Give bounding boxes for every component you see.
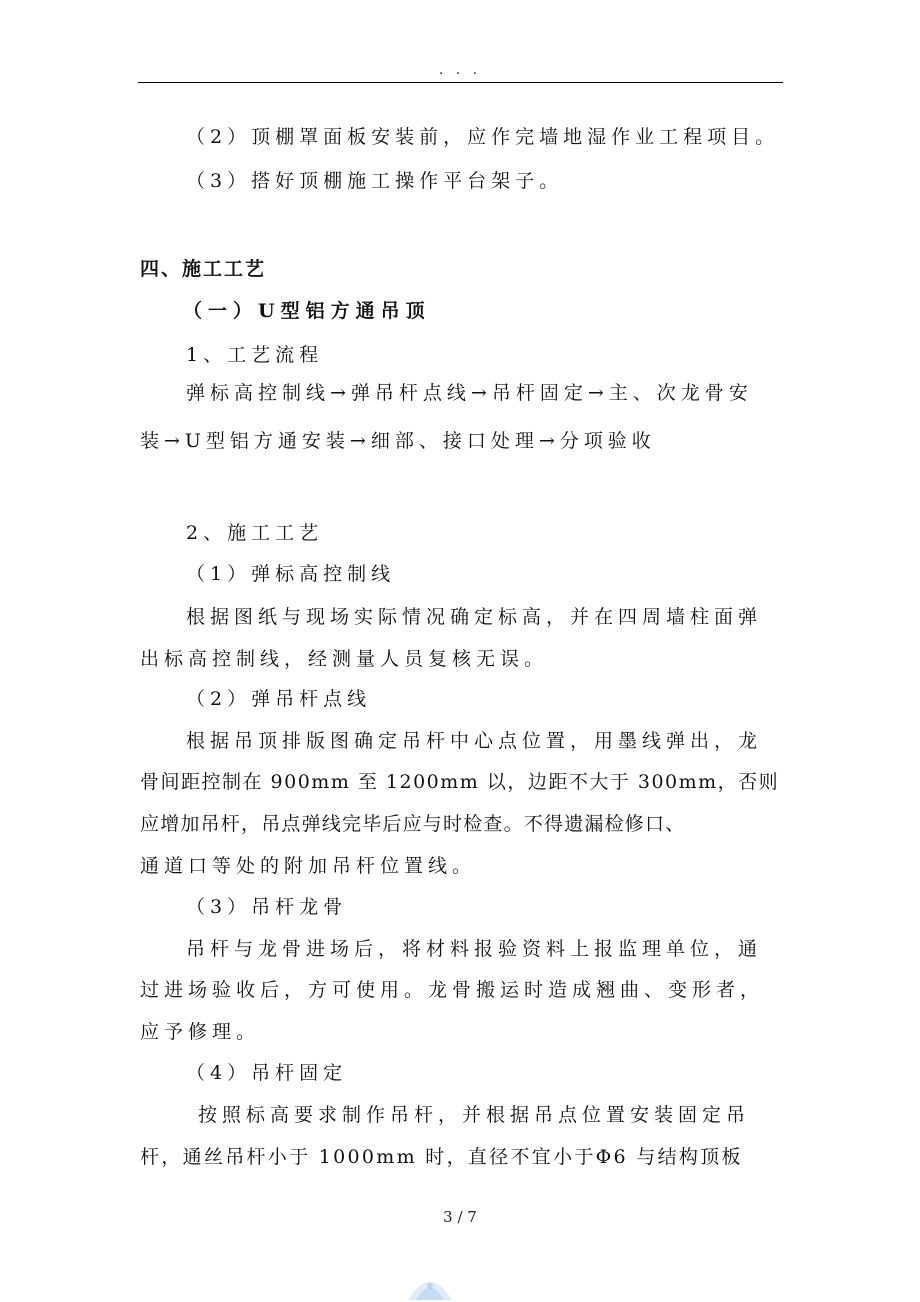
para-3-heading: （3）吊杆龙骨	[186, 896, 348, 918]
item-2-line: （2）顶棚罩面板安装前，应作完墙地湿作业工程项目。	[186, 126, 780, 148]
para-4-heading: （4）吊杆固定	[186, 1062, 348, 1084]
step-2-heading: 2、施工工艺	[186, 522, 324, 544]
para-2-line-2: 骨间距控制在 900mm 至 1200mm 以，边距不大于 300mm，否则	[140, 771, 780, 793]
para-4-line-1: 按照标高要求制作吊杆，并根据吊点位置安装固定吊	[198, 1104, 751, 1126]
para-2-heading: （2）弹吊杆点线	[186, 688, 372, 710]
para-2-line-1: 根据吊顶排版图确定吊杆中心点位置，用墨线弹出，龙	[186, 730, 763, 752]
page-number: 3 / 7	[443, 1208, 477, 1226]
section-4-heading: 四、施工工艺	[140, 258, 267, 280]
subsection-1-heading: （一）U型铝方通吊顶	[183, 300, 431, 322]
para-1-heading: （1）弹标高控制线	[186, 563, 396, 585]
flow-line-2: 装→U型铝方通安装→细部、接口处理→分项验收	[140, 430, 656, 452]
para-2-line-4: 通道口等处的附加吊杆位置线。	[140, 855, 477, 877]
item-3-line: （3）搭好顶棚施工操作平台架子。	[186, 170, 564, 192]
header-rule	[138, 82, 783, 83]
flow-line-1: 弹标高控制线→弹吊杆点线→吊杆固定→主、次龙骨安	[186, 382, 753, 404]
para-1-line-2: 出标高控制线，经测量人员复核无误。	[140, 648, 549, 670]
para-4-line-2: 杆，通丝吊杆小于 1000mm 时，直径不宜小于Φ6 与结构顶板	[140, 1146, 743, 1168]
para-3-line-2: 过进场验收后，方可使用。龙骨搬运时造成翘曲、变形者，	[140, 979, 765, 1001]
watermark-logo-icon	[400, 1262, 460, 1302]
para-3-line-1: 吊杆与龙骨进场后，将材料报验资料上报监理单位，通	[186, 938, 763, 960]
para-2-line-3: 应增加吊杆，吊点弹线完毕后应与时检查。不得遗漏检修口、	[140, 813, 686, 835]
para-1-line-1: 根据图纸与现场实际情况确定标高，并在四周墙柱面弹	[186, 606, 763, 628]
step-1-heading: 1、工艺流程	[186, 344, 324, 366]
para-3-line-3: 应予修理。	[140, 1021, 261, 1043]
header-dots: . . .	[438, 62, 482, 78]
